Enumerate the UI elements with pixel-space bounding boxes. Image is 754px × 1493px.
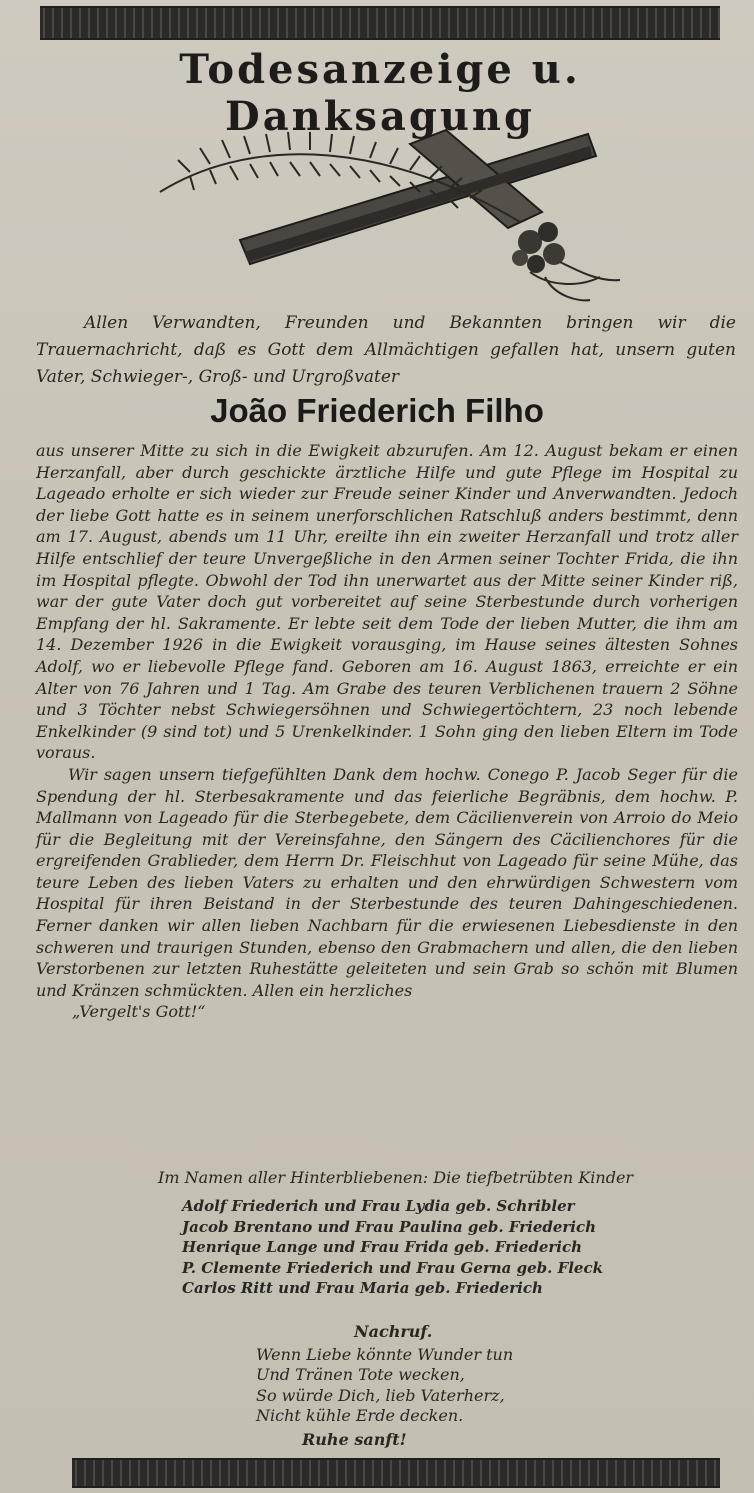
poem-title: Nachruf. — [354, 1322, 433, 1341]
rest-in-peace-line: Ruhe sanft! — [302, 1429, 407, 1449]
cross-with-palm-and-flowers-icon — [150, 112, 630, 312]
bottom-ornament-bar — [72, 1458, 720, 1488]
memorial-poem — [256, 1322, 596, 1450]
mourners-list — [182, 1196, 702, 1299]
headline: Todesanzeige u. Danksagung — [179, 46, 581, 140]
poem-line: Und Tränen Tote wecken, — [256, 1365, 465, 1384]
cross-icon — [240, 130, 596, 264]
mourner-line: Jacob Brentano und Frau Paulina geb. Friederich — [182, 1217, 597, 1236]
poem-line: Wenn Liebe könnte Wunder tun — [256, 1344, 514, 1364]
intro-text — [36, 310, 736, 391]
flower-bouquet-icon — [512, 222, 620, 300]
deceased-name: João Friederich Filho — [210, 392, 544, 429]
poem-line: Nicht kühle Erde decken. — [256, 1406, 464, 1425]
notice-paragraph-1: aus unserer Mitte zu sich in die Ewigkeit abzurufen. Am 12. August bekam er einen Herzanfall, aber durch geschickte ärztliche Hilfe und gute Pflege im Hospital zu Lageado erholte er sich wieder zur Freude seiner Kinder und Anverwandten. Jedoch der liebe Gott hatte es in seinem unerforschlichen Ratschluß anders bestimmt, denn am 17. August, abends um 11 Uhr, ereilte ihn ein zweiter Herzanfall und trotz aller Hilfe entschlief der teure Unvergeßliche in den Armen seiner Tochter Frida, die ihn im Hospital pflegte. Obwohl der Tod ihn unerwartet aus der Mitte seiner Kinder riß, war der gute Vater doch gut vorbereitet auf seine Sterbestunde durch vorherigen Empfang der hl. Sakramente. Er lebte seit dem Tode der lieben Mutter, die ihm am 14. Dezember 1926 in die Ewigkeit vorausging, im Hause seines ältesten Sohnes Adolf, wo er liebevolle Pflege fand. Geboren am 16. August 1863, erreichte er ein Alter von 76 Jahren und 1 Tag. Am Grabe des teuren Verblichenen trauern 2 Söhne und 3 Töchter nebst Schwiegersöhnen und Schwiegertöchtern, 23 noch lebende Enkelkinder (9 sind tot) und 5 Urenkelkinder. 1 Sohn ging den lieben Eltern im Tode voraus. — [36, 441, 738, 763]
poem-line: So würde Dich, lieb Vaterherz, — [256, 1385, 505, 1405]
top-ornament-bar — [40, 6, 720, 40]
mourner-line: Henrique Lange und Frau Frida geb. Friederich — [182, 1238, 583, 1256]
notice-body — [36, 440, 738, 1023]
mourner-line: Carlos Ritt und Frau Maria geb. Friederich — [182, 1279, 543, 1297]
mourner-line: Adolf Friederich und Frau Lydia geb. Schribler — [182, 1197, 575, 1215]
intro-paragraph: Allen Verwandten, Freunden und Bekannten bringen wir die Trauernachricht, daß es Gott dem Allmächtigen gefallen hat, unsern guten Vater, Schwieger-, Groß- und Urgroßvater — [36, 313, 736, 387]
thanks-paragraph: Wir sagen unsern tiefgefühlten Dank dem hochw. Conego P. Jacob Seger für die Spendung der hl. Sterbesakramente und das feierliche Begräbnis, dem hochw. P. Mallmann von Lageado für die Sterbegebete, dem Cäcilienverein von Arroio do Meio für die Begleitung mit der Vereinsfahne, den Sängern des Cäcilienchores für die ergreifenden Grablieder, dem Herrn Dr. Fleischhut von Lageado für seine Mühe, das teure Leben des lieben Vaters zu erhalten und den ehrwürdigen Schwestern vom Hospital für ihren Beistand in der Sterbestunde des teuren Dahingeschiedenen. Ferner danken wir allen lieben Nachbarn für die erwiesenen Liebesdienste in den schweren und traurigen Stunden, ebenso den Grabmachern und allen, die den lieben Verstorbenen zur letzten Ruhestätte geleiteten und sein Grab so schön mit Blumen und Kränzen schmückten. Allen ein herzliches — [36, 764, 738, 1000]
closing-phrase: „Vergelt's Gott!“ — [72, 1002, 206, 1022]
signoff-line: Im Namen aller Hinterbliebenen: Die tiefbetrübten Kinder — [158, 1168, 634, 1187]
mourner-line: P. Clemente Friederich und Frau Gerna geb. Fleck — [182, 1258, 604, 1277]
